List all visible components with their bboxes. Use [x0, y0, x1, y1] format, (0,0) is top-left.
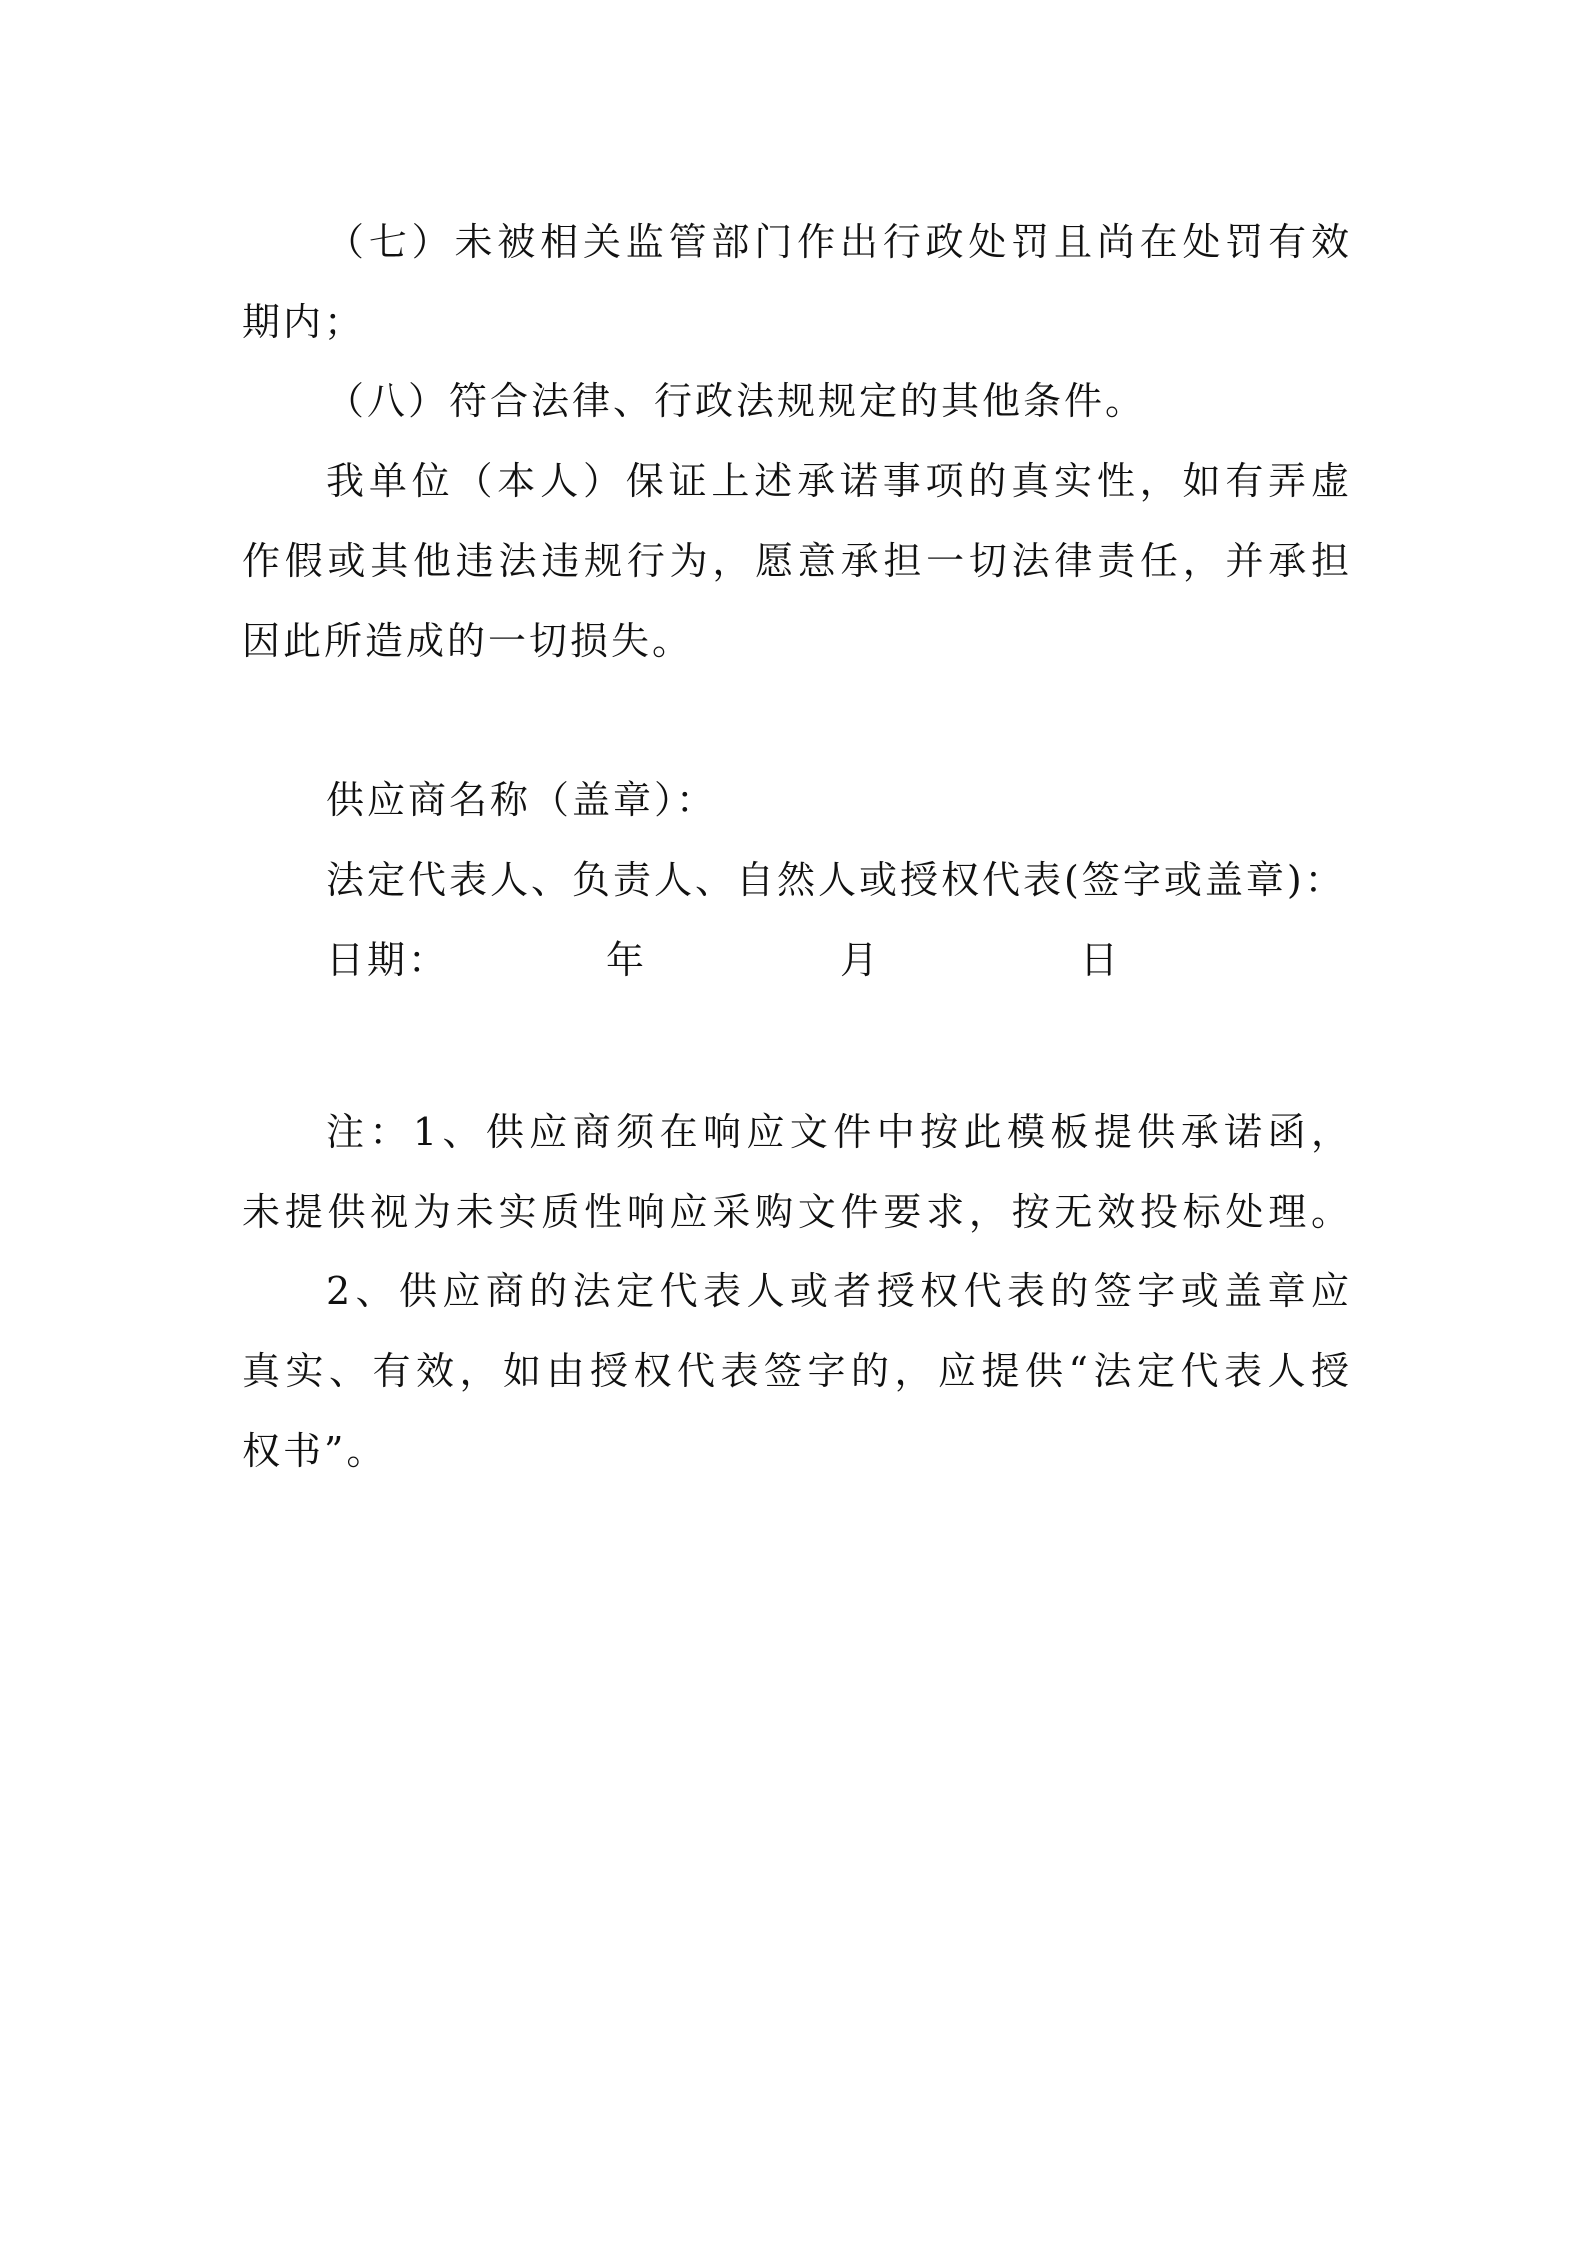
- note-line-1: 注：1、供应商须在响应文件中按此模板提供承诺函，: [326, 1110, 1352, 1154]
- item-7-line-1: （七）未被相关监管部门作出行政处罚且尚在处罚有效: [326, 220, 1352, 264]
- guarantee-line-2: 作假或其他违法违规行为，愿意承担一切法律责任，并承担: [242, 539, 1352, 583]
- item-8: （八）符合法律、行政法规规定的其他条件。: [326, 379, 1147, 423]
- guarantee-line-1: 我单位（本人）保证上述承诺事项的真实性，如有弄虚: [326, 459, 1352, 503]
- month-label: 月: [840, 938, 882, 982]
- note-line-4: 真实、有效，如由授权代表签字的，应提供“法定代表人授: [242, 1349, 1352, 1393]
- note-line-5: 权书”。: [242, 1429, 388, 1473]
- guarantee-line-3: 因此所造成的一切损失。: [242, 619, 694, 663]
- supplier-name-label: 供应商名称（盖章）：: [326, 778, 718, 822]
- note-line-2: 未提供视为未实质性响应采购文件要求，按无效投标处理。: [242, 1190, 1352, 1234]
- year-label: 年: [606, 938, 648, 982]
- representative-label: 法定代表人、负责人、自然人或授权代表(签字或盖章)：: [326, 858, 1346, 902]
- date-label: 日期：: [326, 938, 450, 982]
- item-7-line-2: 期内；: [242, 300, 366, 344]
- day-label: 日: [1080, 938, 1122, 982]
- note-line-3: 2、供应商的法定代表人或者授权代表的签字或盖章应: [326, 1269, 1352, 1313]
- date-row: [326, 938, 1326, 982]
